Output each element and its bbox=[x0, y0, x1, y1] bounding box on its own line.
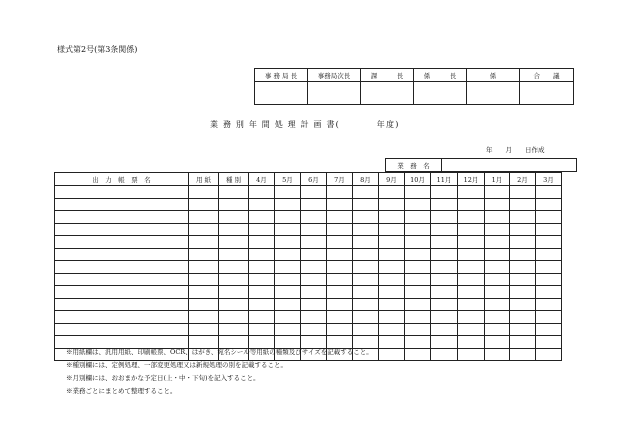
table-cell[interactable] bbox=[485, 236, 510, 249]
column-header: 用 紙 bbox=[189, 173, 219, 186]
table-cell[interactable] bbox=[327, 198, 353, 211]
column-header: 7月 bbox=[327, 173, 353, 186]
table-cell[interactable] bbox=[485, 336, 510, 349]
table-cell[interactable] bbox=[431, 248, 458, 261]
table-cell[interactable] bbox=[275, 311, 301, 324]
table-cell[interactable] bbox=[275, 323, 301, 336]
table-cell[interactable] bbox=[536, 273, 562, 286]
table-cell[interactable] bbox=[510, 236, 536, 249]
approval-seal-cell[interactable] bbox=[361, 82, 414, 105]
table-cell[interactable] bbox=[219, 248, 249, 261]
table-cell[interactable] bbox=[405, 261, 431, 274]
table-cell[interactable] bbox=[536, 348, 562, 361]
table-cell[interactable] bbox=[536, 336, 562, 349]
table-row bbox=[55, 273, 562, 286]
table-cell[interactable] bbox=[510, 298, 536, 311]
column-header: 4月 bbox=[249, 173, 275, 186]
table-cell[interactable] bbox=[458, 186, 485, 199]
table-cell[interactable] bbox=[249, 211, 275, 224]
column-header: 1月 bbox=[485, 173, 510, 186]
table-cell[interactable] bbox=[55, 198, 189, 211]
table-cell[interactable] bbox=[405, 273, 431, 286]
approval-seal-cell[interactable] bbox=[255, 82, 308, 105]
table-cell[interactable] bbox=[219, 286, 249, 299]
table-cell[interactable] bbox=[431, 186, 458, 199]
table-cell[interactable] bbox=[353, 198, 379, 211]
table-cell[interactable] bbox=[458, 298, 485, 311]
table-cell[interactable] bbox=[510, 323, 536, 336]
column-header: 12月 bbox=[458, 173, 485, 186]
note-line: ※月別欄には、おおまかな予定日(上・中・下旬)を記入すること。 bbox=[66, 374, 260, 382]
table-cell[interactable] bbox=[431, 286, 458, 299]
table-cell[interactable] bbox=[249, 261, 275, 274]
table-cell[interactable] bbox=[485, 261, 510, 274]
table-cell[interactable] bbox=[301, 223, 327, 236]
table-cell[interactable] bbox=[275, 186, 301, 199]
table-cell[interactable] bbox=[485, 286, 510, 299]
table-cell[interactable] bbox=[379, 298, 405, 311]
approval-header-consultation: 合 議 bbox=[520, 69, 574, 82]
table-cell[interactable] bbox=[301, 273, 327, 286]
table-cell[interactable] bbox=[405, 248, 431, 261]
table-cell[interactable] bbox=[431, 348, 458, 361]
table-cell[interactable] bbox=[353, 323, 379, 336]
table-cell[interactable] bbox=[379, 348, 405, 361]
table-cell[interactable] bbox=[327, 298, 353, 311]
table-cell[interactable] bbox=[510, 248, 536, 261]
table-cell[interactable] bbox=[458, 261, 485, 274]
table-cell[interactable] bbox=[510, 261, 536, 274]
table-cell[interactable] bbox=[510, 198, 536, 211]
table-cell[interactable] bbox=[353, 223, 379, 236]
table-cell[interactable] bbox=[55, 286, 189, 299]
table-row bbox=[55, 186, 562, 199]
table-cell[interactable] bbox=[275, 273, 301, 286]
table-cell[interactable] bbox=[301, 248, 327, 261]
table-cell[interactable] bbox=[431, 323, 458, 336]
table-cell[interactable] bbox=[405, 198, 431, 211]
table-cell[interactable] bbox=[485, 298, 510, 311]
table-cell[interactable] bbox=[431, 198, 458, 211]
table-cell[interactable] bbox=[353, 248, 379, 261]
table-row bbox=[55, 261, 562, 274]
created-date-line: 年 月 日作成 bbox=[486, 146, 545, 154]
table-cell[interactable] bbox=[510, 186, 536, 199]
approval-header-section-chief: 課 長 bbox=[361, 69, 414, 82]
column-header: 8月 bbox=[353, 173, 379, 186]
table-cell[interactable] bbox=[55, 248, 189, 261]
table-cell[interactable] bbox=[249, 311, 275, 324]
plan-header-row bbox=[55, 173, 562, 186]
approval-seal-cell[interactable] bbox=[467, 82, 520, 105]
task-name-label: 業 務 名 bbox=[386, 159, 442, 172]
table-cell[interactable] bbox=[55, 323, 189, 336]
table-cell[interactable] bbox=[327, 236, 353, 249]
table-cell[interactable] bbox=[536, 311, 562, 324]
table-cell[interactable] bbox=[510, 311, 536, 324]
table-cell[interactable] bbox=[353, 211, 379, 224]
table-cell[interactable] bbox=[458, 311, 485, 324]
table-cell[interactable] bbox=[405, 311, 431, 324]
table-cell[interactable] bbox=[536, 298, 562, 311]
table-cell[interactable] bbox=[275, 248, 301, 261]
table-cell[interactable] bbox=[301, 261, 327, 274]
table-cell[interactable] bbox=[327, 323, 353, 336]
table-cell[interactable] bbox=[219, 311, 249, 324]
table-cell[interactable] bbox=[189, 311, 219, 324]
table-cell[interactable] bbox=[458, 198, 485, 211]
column-header: 種 別 bbox=[219, 173, 249, 186]
table-cell[interactable] bbox=[458, 211, 485, 224]
approval-header-director: 事 務 局 長 bbox=[255, 69, 308, 82]
table-cell[interactable] bbox=[55, 236, 189, 249]
table-cell[interactable] bbox=[405, 298, 431, 311]
table-cell[interactable] bbox=[301, 323, 327, 336]
table-cell[interactable] bbox=[405, 336, 431, 349]
table-cell[interactable] bbox=[485, 348, 510, 361]
table-cell[interactable] bbox=[55, 223, 189, 236]
table-cell[interactable] bbox=[379, 336, 405, 349]
table-row bbox=[55, 298, 562, 311]
table-cell[interactable] bbox=[536, 248, 562, 261]
table-cell[interactable] bbox=[379, 198, 405, 211]
table-cell[interactable] bbox=[327, 186, 353, 199]
table-cell[interactable] bbox=[431, 311, 458, 324]
table-cell[interactable] bbox=[219, 273, 249, 286]
table-cell[interactable] bbox=[458, 323, 485, 336]
note-line: ※種別欄には、定例処理、一部変更処理又は新規処理の別を記載すること。 bbox=[66, 361, 287, 369]
approval-seal-cell[interactable] bbox=[414, 82, 467, 105]
table-cell[interactable] bbox=[275, 198, 301, 211]
table-row bbox=[55, 248, 562, 261]
column-header: 5月 bbox=[275, 173, 301, 186]
table-cell[interactable] bbox=[485, 198, 510, 211]
table-cell[interactable] bbox=[485, 248, 510, 261]
table-cell[interactable] bbox=[405, 186, 431, 199]
table-cell[interactable] bbox=[327, 311, 353, 324]
table-cell[interactable] bbox=[458, 223, 485, 236]
plan-table bbox=[54, 172, 562, 361]
table-cell[interactable] bbox=[485, 311, 510, 324]
table-cell[interactable] bbox=[431, 223, 458, 236]
table-cell[interactable] bbox=[510, 286, 536, 299]
table-cell[interactable] bbox=[301, 186, 327, 199]
form-number-label: 様式第2号(第3条関係) bbox=[57, 45, 138, 54]
table-cell[interactable] bbox=[458, 273, 485, 286]
table-row bbox=[55, 311, 562, 324]
table-cell[interactable] bbox=[379, 286, 405, 299]
table-cell[interactable] bbox=[249, 248, 275, 261]
table-cell[interactable] bbox=[189, 186, 219, 199]
table-cell[interactable] bbox=[275, 286, 301, 299]
table-cell[interactable] bbox=[249, 223, 275, 236]
table-cell[interactable] bbox=[249, 236, 275, 249]
table-cell[interactable] bbox=[249, 273, 275, 286]
column-header: 9月 bbox=[379, 173, 405, 186]
table-cell[interactable] bbox=[536, 186, 562, 199]
table-cell[interactable] bbox=[353, 261, 379, 274]
table-cell[interactable] bbox=[55, 211, 189, 224]
table-cell[interactable] bbox=[275, 298, 301, 311]
table-cell[interactable] bbox=[536, 261, 562, 274]
table-cell[interactable] bbox=[189, 298, 219, 311]
table-cell[interactable] bbox=[55, 186, 189, 199]
table-cell[interactable] bbox=[327, 286, 353, 299]
table-cell[interactable] bbox=[353, 273, 379, 286]
approval-header-staff: 係 bbox=[467, 69, 520, 82]
table-cell[interactable] bbox=[405, 348, 431, 361]
table-cell[interactable] bbox=[405, 323, 431, 336]
table-cell[interactable] bbox=[458, 336, 485, 349]
table-row bbox=[55, 198, 562, 211]
table-cell[interactable] bbox=[431, 336, 458, 349]
table-cell[interactable] bbox=[55, 261, 189, 274]
table-cell[interactable] bbox=[485, 273, 510, 286]
table-cell[interactable] bbox=[536, 236, 562, 249]
table-cell[interactable] bbox=[327, 261, 353, 274]
column-header: 出 力 帳 票 名 bbox=[55, 173, 189, 186]
table-cell[interactable] bbox=[249, 186, 275, 199]
table-cell[interactable] bbox=[189, 273, 219, 286]
table-cell[interactable] bbox=[510, 336, 536, 349]
table-cell[interactable] bbox=[510, 223, 536, 236]
table-row bbox=[55, 236, 562, 249]
table-cell[interactable] bbox=[379, 248, 405, 261]
table-cell[interactable] bbox=[536, 323, 562, 336]
table-cell[interactable] bbox=[301, 311, 327, 324]
column-header: 10月 bbox=[405, 173, 431, 186]
table-row bbox=[55, 211, 562, 224]
table-row bbox=[55, 323, 562, 336]
table-cell[interactable] bbox=[301, 286, 327, 299]
table-cell[interactable] bbox=[379, 261, 405, 274]
table-cell[interactable] bbox=[219, 223, 249, 236]
table-cell[interactable] bbox=[327, 223, 353, 236]
table-cell[interactable] bbox=[249, 198, 275, 211]
table-cell[interactable] bbox=[510, 348, 536, 361]
table-cell[interactable] bbox=[510, 273, 536, 286]
table-cell[interactable] bbox=[485, 323, 510, 336]
table-row bbox=[55, 286, 562, 299]
approval-seal-cell[interactable] bbox=[308, 82, 361, 105]
table-cell[interactable] bbox=[353, 186, 379, 199]
table-cell[interactable] bbox=[353, 311, 379, 324]
table-cell[interactable] bbox=[327, 273, 353, 286]
table-cell[interactable] bbox=[327, 248, 353, 261]
table-cell[interactable] bbox=[219, 261, 249, 274]
column-header: 3月 bbox=[536, 173, 562, 186]
table-cell[interactable] bbox=[379, 223, 405, 236]
approval-header-unit-chief: 係 長 bbox=[414, 69, 467, 82]
table-cell[interactable] bbox=[536, 286, 562, 299]
table-cell[interactable] bbox=[189, 198, 219, 211]
note-line: ※業務ごとにまとめて整理すること。 bbox=[66, 387, 177, 395]
table-cell[interactable] bbox=[458, 236, 485, 249]
table-cell[interactable] bbox=[189, 223, 219, 236]
table-cell[interactable] bbox=[485, 186, 510, 199]
table-cell[interactable] bbox=[189, 261, 219, 274]
table-cell[interactable] bbox=[327, 211, 353, 224]
approval-box bbox=[254, 68, 574, 105]
table-cell[interactable] bbox=[219, 236, 249, 249]
task-name-box bbox=[385, 158, 577, 172]
table-cell[interactable] bbox=[249, 323, 275, 336]
table-cell[interactable] bbox=[379, 311, 405, 324]
table-cell[interactable] bbox=[189, 323, 219, 336]
table-cell[interactable] bbox=[510, 211, 536, 224]
column-header: 6月 bbox=[301, 173, 327, 186]
approval-seal-cell[interactable] bbox=[520, 82, 574, 105]
table-cell[interactable] bbox=[249, 286, 275, 299]
table-cell[interactable] bbox=[55, 311, 189, 324]
table-cell[interactable] bbox=[458, 348, 485, 361]
table-row bbox=[55, 223, 562, 236]
table-cell[interactable] bbox=[55, 298, 189, 311]
table-cell[interactable] bbox=[353, 286, 379, 299]
table-cell[interactable] bbox=[431, 273, 458, 286]
table-cell[interactable] bbox=[485, 211, 510, 224]
notes bbox=[66, 346, 373, 398]
table-cell[interactable] bbox=[275, 236, 301, 249]
table-cell[interactable] bbox=[219, 198, 249, 211]
table-cell[interactable] bbox=[219, 186, 249, 199]
table-cell[interactable] bbox=[301, 211, 327, 224]
table-cell[interactable] bbox=[219, 211, 249, 224]
table-cell[interactable] bbox=[353, 298, 379, 311]
table-cell[interactable] bbox=[353, 236, 379, 249]
table-cell[interactable] bbox=[301, 236, 327, 249]
table-cell[interactable] bbox=[189, 236, 219, 249]
table-cell[interactable] bbox=[275, 223, 301, 236]
approval-header-deputy-director: 事務局次長 bbox=[308, 69, 361, 82]
table-cell[interactable] bbox=[458, 286, 485, 299]
table-cell[interactable] bbox=[219, 298, 249, 311]
table-cell[interactable] bbox=[458, 248, 485, 261]
table-cell[interactable] bbox=[55, 273, 189, 286]
table-cell[interactable] bbox=[485, 223, 510, 236]
table-cell[interactable] bbox=[301, 298, 327, 311]
table-cell[interactable] bbox=[405, 223, 431, 236]
table-cell[interactable] bbox=[275, 211, 301, 224]
table-cell[interactable] bbox=[379, 186, 405, 199]
table-cell[interactable] bbox=[219, 323, 249, 336]
table-cell[interactable] bbox=[536, 223, 562, 236]
table-cell[interactable] bbox=[431, 236, 458, 249]
table-cell[interactable] bbox=[189, 248, 219, 261]
table-cell[interactable] bbox=[536, 211, 562, 224]
table-cell[interactable] bbox=[189, 211, 219, 224]
table-cell[interactable] bbox=[301, 198, 327, 211]
task-name-field[interactable] bbox=[442, 159, 577, 172]
table-cell[interactable] bbox=[189, 286, 219, 299]
table-cell[interactable] bbox=[379, 211, 405, 224]
table-cell[interactable] bbox=[431, 211, 458, 224]
table-cell[interactable] bbox=[379, 236, 405, 249]
document-title: 業 務 別 年 間 処 理 計 画 書( 年度) bbox=[210, 120, 400, 129]
table-cell[interactable] bbox=[405, 211, 431, 224]
table-cell[interactable] bbox=[431, 261, 458, 274]
table-cell[interactable] bbox=[249, 298, 275, 311]
table-cell[interactable] bbox=[405, 286, 431, 299]
column-header: 11月 bbox=[431, 173, 458, 186]
table-cell[interactable] bbox=[379, 273, 405, 286]
table-cell[interactable] bbox=[405, 236, 431, 249]
column-header: 2月 bbox=[510, 173, 536, 186]
table-cell[interactable] bbox=[536, 198, 562, 211]
table-cell[interactable] bbox=[275, 261, 301, 274]
table-cell[interactable] bbox=[379, 323, 405, 336]
note-line: ※用紙欄は、汎用用紙、印刷帳票、OCR、はがき、宛名シール等用紙の種類及びサイズを記載すること。 bbox=[66, 348, 373, 356]
table-cell[interactable] bbox=[431, 298, 458, 311]
